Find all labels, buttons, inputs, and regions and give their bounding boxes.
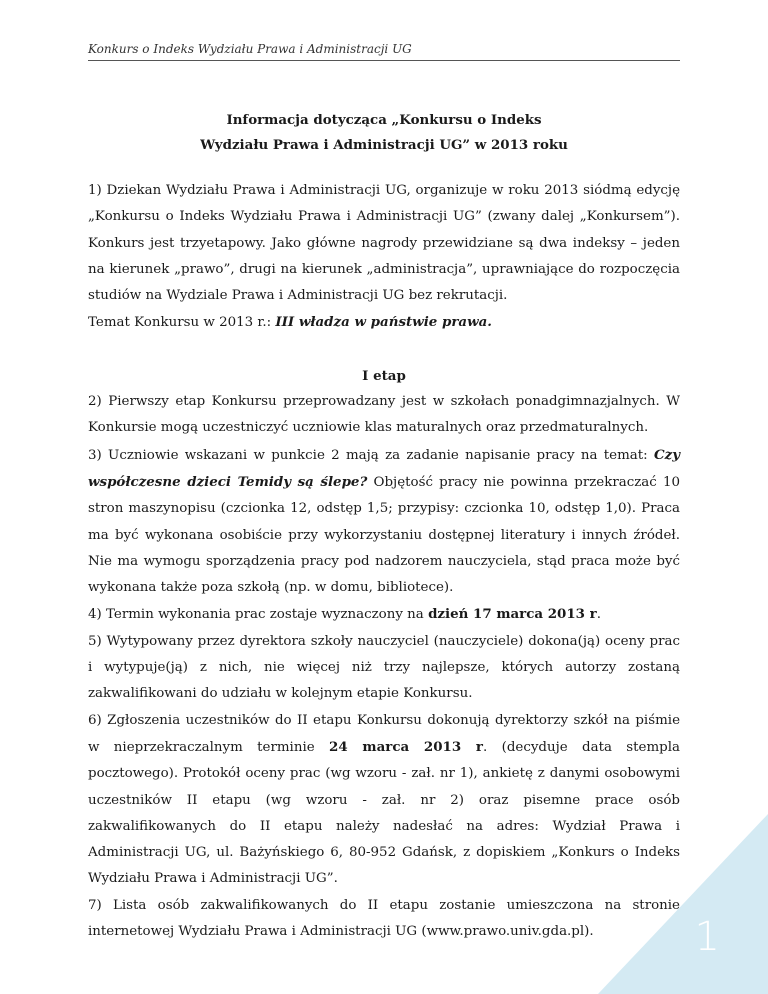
paragraph-3-rest: Objętość pracy nie powinna przekraczać 10 stron maszynopisu (czcionka 12, odstęp 1,5; przypisy: czcionka 10, odstęp 1,0). Praca ma być wykonana osobiście przy wykorzystaniu dostępnej literatury i innych źródeł. Nie ma wymogu sporządzenia pracy pod nadzorem nauczyciela, stąd praca może być wykonana także poza szkołą (np. w domu, bibliotece). — [88, 474, 680, 596]
page-corner-decoration — [598, 814, 768, 994]
paragraph-5: 5) Wytypowany przez dyrektora szkoły nauczyciel (nauczyciele) dokona(ją) oceny prac i wytypuje(ją) z nich, nie więcej niż trzy najlepsze, których autorzy zostaną zakwalifikowani do udziału w kolejnym etapie Konkursu. — [88, 633, 680, 702]
topic-prefix: Temat Konkursu w 2013 r.: — [88, 315, 276, 331]
paragraph-4-suffix: . — [596, 607, 601, 623]
paragraph-4-prefix: 4) Termin wykonania prac zostaje wyznaczony na — [88, 607, 429, 623]
page-number: 1 — [694, 914, 720, 960]
deadline-date-1: dzień 17 marca 2013 r — [428, 606, 597, 623]
title-line-2: Wydziału Prawa i Administracji UG” w 2013 roku — [200, 137, 568, 153]
paragraph-1: 1) Dziekan Wydziału Prawa i Administracji UG, organizuje w roku 2013 siódmą edycję „Konkursu o Indeks Wydziału Prawa i Administracji UG” (zwany dalej „Konkursem”). Konkurs jest trzyetapowy. Jako główne nagrody przewidziane są dwa indeksy – jeden na kierunek „prawo”, drugi na kierunek „administracja”, uprawniające do rozpoczęcia studiów na Wydziale Prawa i Administracji UG bez rekrutacji. — [88, 183, 680, 304]
deadline-date-2: 24 marca 2013 r — [329, 738, 483, 755]
title-line-1: Informacja dotycząca „Konkursu o Indeks — [226, 112, 542, 128]
paragraph-6-prefix: 6) Zgłoszenia uczestników do II etapu Konkursu dokonują dyrektorzy szkół na piśmie w nieprzekraczalnym terminie — [88, 712, 680, 755]
topic-line — [88, 309, 680, 336]
page-header — [88, 42, 680, 61]
paragraph-3 — [88, 442, 680, 602]
document-body — [88, 178, 680, 945]
paragraph-2: 2) Pierwszy etap Konkursu przeprowadzany jest w szkołach ponadgimnazjalnych. W Konkursie mogą uczestniczyć uczniowie klas maturalnych oraz przedmaturalnych. — [88, 394, 680, 436]
essay-topic: Czy współczesne dzieci Temidy są ślepe? — [88, 446, 680, 490]
paragraph-7: 7) Lista osób zakwalifikowanych do II etapu zostanie umieszczona na stronie internetowej Wydziału Prawa i Administracji UG (www.prawo.univ.gda.pl). — [88, 897, 680, 940]
paragraph-3-prefix: 3) Uczniowie wskazani w punkcie 2 mają za zadanie napisanie pracy na temat: — [88, 447, 654, 463]
paragraph-6 — [88, 708, 680, 893]
section-heading-i-etap: I etap — [362, 367, 406, 384]
paragraph-6-rest: . (decyduje data stempla pocztowego). Protokół oceny prac (wg wzoru - zał. nr 1), ankietę z danymi osobowymi uczestników II etapu (wg wzoru - zał. nr 2) oraz pisemne prace osób zakwalifikowanych do II etapu należy nadesłać na adres: Wydział Prawa i Administracji UG, ul. Bażyńskiego 6, 80-952 Gdańsk, z dopiskiem „Konkurs o Indeks Wydziału Prawa i Administracji UG”. — [88, 739, 680, 887]
topic-text: III władza w państwie prawa. — [275, 314, 492, 331]
document-title — [88, 108, 680, 158]
paragraph-4 — [88, 601, 680, 628]
header-text: Konkurs o Indeks Wydziału Prawa i Administracji UG — [88, 42, 412, 56]
